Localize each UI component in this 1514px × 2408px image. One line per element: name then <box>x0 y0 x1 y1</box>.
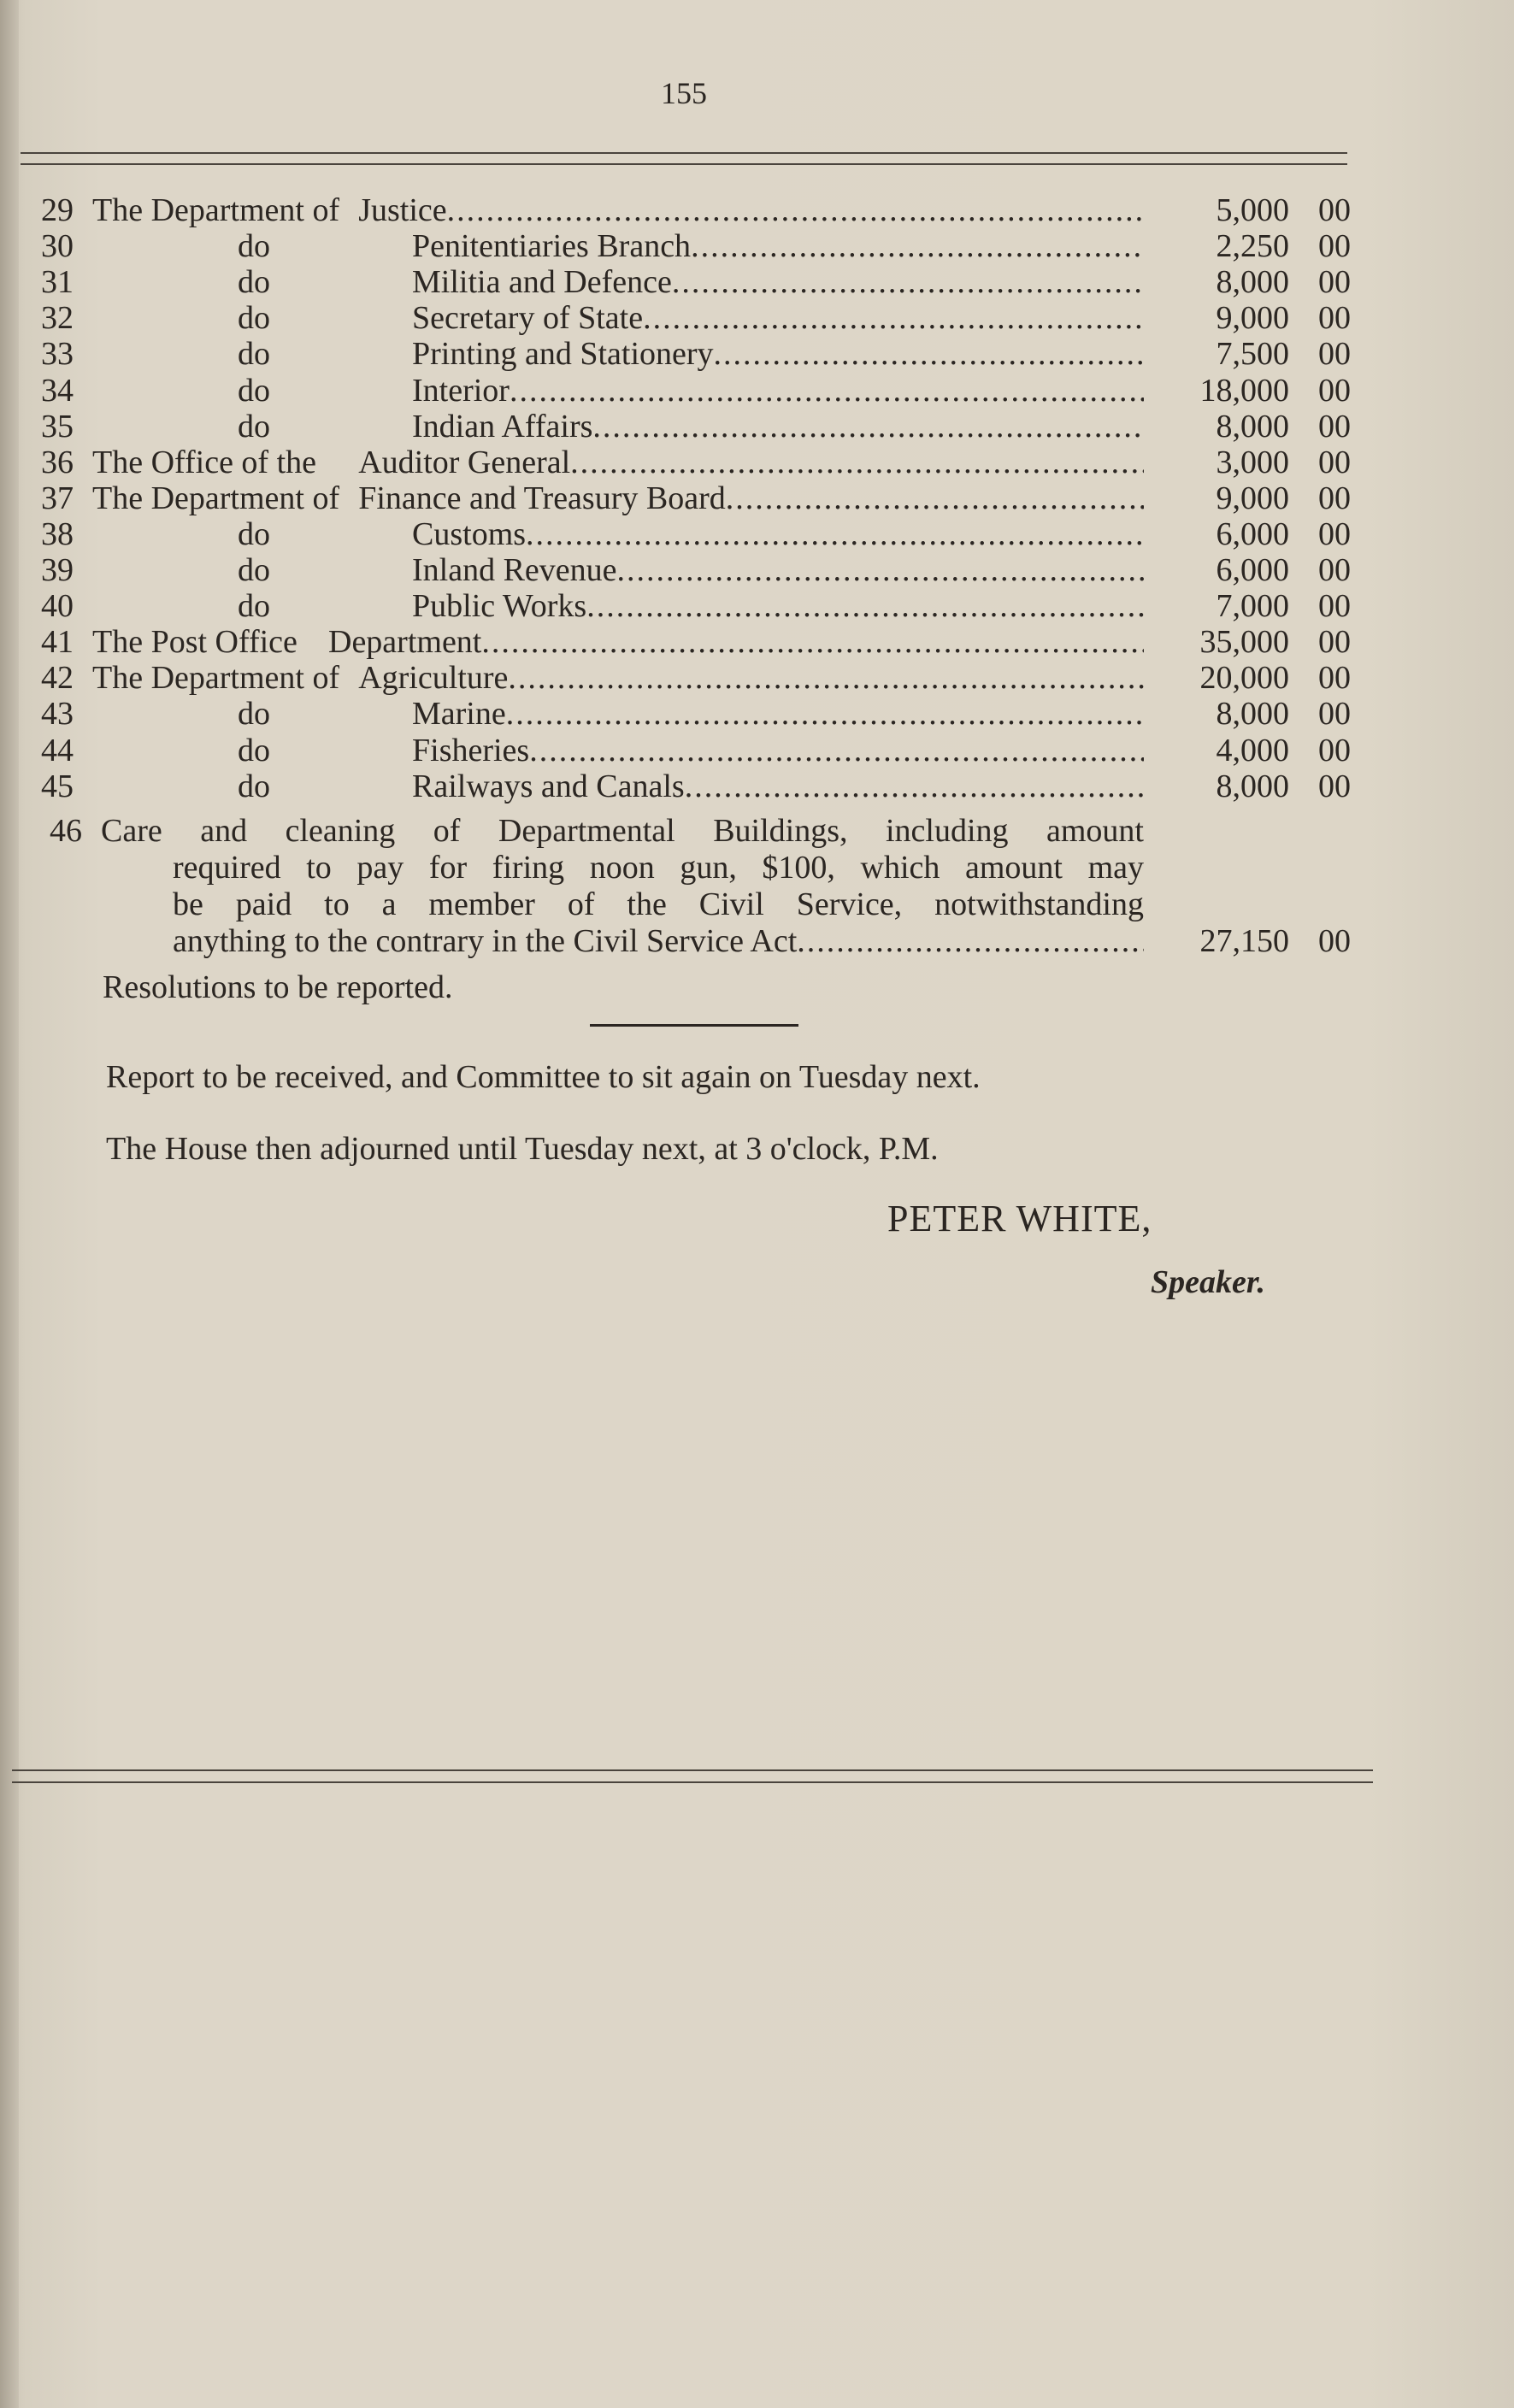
item-number: 31 <box>41 264 74 301</box>
leader-dots <box>481 624 1144 660</box>
item-description-text: Secretary of State <box>412 300 644 337</box>
item-cents: 00 <box>1318 228 1351 265</box>
item-46-number: 46 <box>50 813 82 849</box>
item-description <box>412 515 1144 553</box>
item-description-text: Printing and Stationery <box>412 336 714 373</box>
item-department-prefix: The Department of <box>92 480 340 516</box>
leader-dots <box>726 480 1144 516</box>
item-number: 36 <box>41 444 74 480</box>
estimate-row <box>0 335 1514 373</box>
estimate-row <box>0 372 1514 409</box>
item-46-line-3: be paid to a member of the Civil Service, notwithstanding <box>173 886 1144 922</box>
item-cents: 00 <box>1318 624 1351 661</box>
item-department-prefix: do <box>238 588 270 625</box>
item-department-prefix: do <box>238 696 270 733</box>
item-number: 34 <box>41 372 74 409</box>
item-cents: 00 <box>1318 264 1351 301</box>
item-number: 39 <box>41 552 74 588</box>
top-rule-upper <box>21 152 1347 154</box>
leader-dots <box>592 409 1144 445</box>
item-description-text: Militia and Defence <box>412 264 672 301</box>
item-amount: 7,500 <box>1216 336 1289 373</box>
item-department-prefix: do <box>238 300 270 337</box>
item-department-prefix: do <box>238 336 270 373</box>
item-cents: 00 <box>1318 372 1351 409</box>
leader-dots <box>586 588 1144 624</box>
item-46-cents: 00 <box>1318 923 1351 959</box>
item-number: 29 <box>41 192 74 228</box>
item-description-text: Penitentiaries Branch <box>412 228 692 265</box>
item-cents: 00 <box>1318 192 1351 228</box>
leader-dots <box>529 733 1144 768</box>
item-description-text: Inland Revenue <box>412 552 617 588</box>
item-description-text: Agriculture <box>358 660 509 697</box>
item-description-text: Railways and Canals <box>412 768 685 804</box>
speaker-title: Speaker. <box>1151 1264 1266 1300</box>
item-amount: 9,000 <box>1216 300 1289 337</box>
bottom-rule-upper <box>12 1769 1373 1771</box>
leader-dots <box>672 264 1144 300</box>
item-cents: 00 <box>1318 588 1351 625</box>
item-number: 44 <box>41 732 74 768</box>
item-amount: 18,000 <box>1199 372 1289 409</box>
item-description <box>328 623 1144 661</box>
report-text: Report to be received, and Committee to sit again on Tuesday next. <box>106 1059 981 1095</box>
page-number: 155 <box>661 76 707 110</box>
item-amount: 8,000 <box>1216 696 1289 733</box>
top-rule-lower <box>21 163 1347 165</box>
item-amount: 8,000 <box>1216 408 1289 445</box>
item-amount: 35,000 <box>1199 624 1289 661</box>
leader-dots <box>617 552 1144 588</box>
item-number: 35 <box>41 408 74 445</box>
item-description <box>412 695 1144 733</box>
section-divider <box>590 1024 798 1027</box>
item-department-prefix: The Post Office <box>92 624 297 661</box>
item-description-text: Department <box>328 624 482 661</box>
item-amount: 5,000 <box>1216 192 1289 228</box>
item-number: 43 <box>41 696 74 733</box>
estimate-row <box>0 623 1514 661</box>
estimate-row <box>0 732 1514 769</box>
estimate-row <box>0 480 1514 517</box>
item-cents: 00 <box>1318 408 1351 445</box>
leader-dots <box>643 300 1144 336</box>
item-description <box>412 732 1144 769</box>
adjourn-text: The House then adjourned until Tuesday next, at 3 o'clock, P.M. <box>106 1131 939 1167</box>
item-description <box>412 372 1144 409</box>
item-description <box>412 408 1144 445</box>
speaker-name: PETER WHITE, <box>887 1198 1152 1239</box>
item-description <box>412 768 1144 805</box>
item-description-text: Fisheries <box>412 732 530 768</box>
leader-dots <box>510 373 1144 409</box>
item-46-line-1: Care and cleaning of Departmental Buildings, including amount <box>101 813 1144 849</box>
estimate-row <box>0 444 1514 481</box>
item-description-text: Auditor General <box>358 444 571 480</box>
leader-dots <box>526 516 1144 552</box>
estimate-row <box>0 695 1514 733</box>
item-description <box>412 227 1144 265</box>
item-amount: 4,000 <box>1216 732 1289 768</box>
item-description <box>412 587 1144 625</box>
item-description-text: Justice <box>358 192 447 228</box>
item-amount: 8,000 <box>1216 768 1289 804</box>
bottom-rule-lower <box>12 1781 1373 1783</box>
item-description-text: Finance and Treasury Board <box>358 480 726 516</box>
item-number: 45 <box>41 768 74 804</box>
item-department-prefix: The Department of <box>92 660 340 697</box>
item-amount: 20,000 <box>1199 660 1289 697</box>
item-department-prefix: do <box>238 768 270 804</box>
leader-dots <box>685 768 1144 804</box>
leader-dots <box>506 696 1144 732</box>
estimate-row <box>0 659 1514 697</box>
item-department-prefix: do <box>238 552 270 588</box>
leader-dots <box>714 336 1144 372</box>
item-description-text: Interior <box>412 372 510 409</box>
leader-dots <box>508 660 1144 696</box>
item-number: 32 <box>41 300 74 337</box>
item-amount: 6,000 <box>1216 552 1289 588</box>
item-amount: 2,250 <box>1216 228 1289 265</box>
item-description <box>412 551 1144 589</box>
item-cents: 00 <box>1318 515 1351 552</box>
item-description <box>358 444 1144 481</box>
item-number: 41 <box>41 624 74 661</box>
estimate-row <box>0 227 1514 265</box>
estimate-row <box>0 191 1514 229</box>
item-number: 37 <box>41 480 74 516</box>
item-department-prefix: do <box>238 408 270 445</box>
estimate-row <box>0 551 1514 589</box>
item-number: 30 <box>41 228 74 265</box>
item-cents: 00 <box>1318 444 1351 480</box>
item-description <box>412 299 1144 337</box>
item-number: 42 <box>41 660 74 697</box>
leader-dots <box>691 228 1144 264</box>
estimate-row <box>0 408 1514 445</box>
item-department-prefix: do <box>238 372 270 409</box>
item-department-prefix: do <box>238 228 270 265</box>
item-description-text: Marine <box>412 696 506 733</box>
item-cents: 00 <box>1318 660 1351 697</box>
item-description-text: Indian Affairs <box>412 408 593 445</box>
resolutions-text: Resolutions to be reported. <box>103 969 453 1005</box>
item-cents: 00 <box>1318 768 1351 804</box>
leader-dots <box>447 192 1144 228</box>
estimate-row <box>0 768 1514 805</box>
item-cents: 00 <box>1318 696 1351 733</box>
item-description-text: Public Works <box>412 588 587 625</box>
estimate-row <box>0 299 1514 337</box>
item-number: 33 <box>41 336 74 373</box>
item-number: 38 <box>41 515 74 552</box>
item-46-line-4: anything to the contrary in the Civil Service Act ..... <box>173 922 1144 960</box>
item-description <box>412 335 1144 373</box>
item-amount: 8,000 <box>1216 264 1289 301</box>
item-department-prefix: The Department of <box>92 192 340 228</box>
estimate-row <box>0 587 1514 625</box>
item-46-amount: 27,150 <box>1199 923 1289 959</box>
item-description-text: Customs <box>412 515 527 552</box>
item-department-prefix: do <box>238 732 270 768</box>
item-cents: 00 <box>1318 300 1351 337</box>
item-cents: 00 <box>1318 552 1351 588</box>
item-department-prefix: do <box>238 264 270 301</box>
leader-dots <box>570 445 1144 480</box>
item-46-line-2: required to pay for firing noon gun, $100, which amount may <box>173 850 1144 886</box>
item-number: 40 <box>41 588 74 625</box>
item-amount: 7,000 <box>1216 588 1289 625</box>
estimate-row <box>0 263 1514 301</box>
item-description <box>412 263 1144 301</box>
item-cents: 00 <box>1318 480 1351 516</box>
item-amount: 3,000 <box>1216 444 1289 480</box>
item-department-prefix: The Office of the <box>92 444 317 480</box>
item-cents: 00 <box>1318 732 1351 768</box>
item-amount: 6,000 <box>1216 515 1289 552</box>
estimate-row <box>0 515 1514 553</box>
item-amount: 9,000 <box>1216 480 1289 516</box>
item-cents: 00 <box>1318 336 1351 373</box>
item-department-prefix: do <box>238 515 270 552</box>
item-description <box>358 480 1144 517</box>
item-description <box>358 659 1144 697</box>
item-description <box>358 191 1144 229</box>
